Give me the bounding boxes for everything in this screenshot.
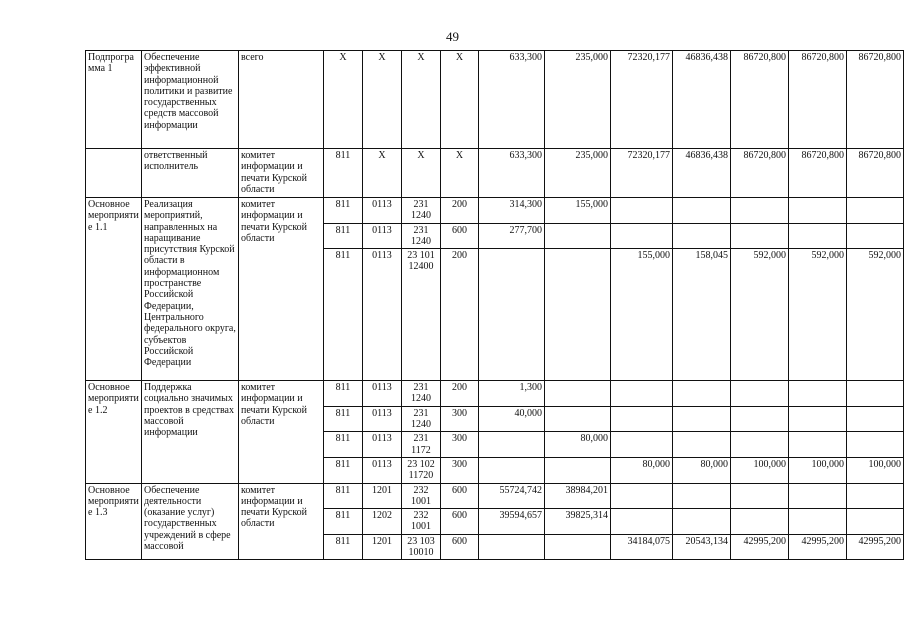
csr-cell: 231 1240 [402,223,441,249]
value-cell [847,198,904,224]
value-cell: 40,000 [479,406,545,432]
grbs-cell: 811 [324,483,363,509]
value-cell: 39825,314 [545,509,611,535]
value-cell [789,483,847,509]
table-row [86,198,904,224]
grbs-cell: 811 [324,509,363,535]
value-cell [545,534,611,560]
executor-cell: комитет информации и печати Курской области [239,198,324,381]
value-cell [847,406,904,432]
value-cell [789,223,847,249]
value-cell [731,483,789,509]
vr-cell: Х [441,149,479,198]
csr-cell: 232 1001 [402,509,441,535]
vr-cell: 200 [441,381,479,407]
grbs-cell: 811 [324,432,363,458]
executor-cell: комитет информации и печати Курской области [239,149,324,198]
csr-cell: 23 103 10010 [402,534,441,560]
grbs-cell: 811 [324,249,363,381]
measure-label: Основное мероприятие 1.3 [86,483,142,560]
value-cell [611,432,673,458]
grbs-cell: 811 [324,149,363,198]
rzpr-cell: 0113 [363,457,402,483]
value-cell [545,406,611,432]
value-cell [847,509,904,535]
value-cell: 100,000 [847,457,904,483]
grbs-cell: 811 [324,406,363,432]
value-cell: 80,000 [673,457,731,483]
rzpr-cell: 1201 [363,534,402,560]
executor-cell: всего [239,51,324,149]
value-cell [611,223,673,249]
rzpr-cell: 0113 [363,223,402,249]
value-cell: 86720,800 [847,51,904,149]
vr-cell: Х [441,51,479,149]
grbs-cell: 811 [324,381,363,407]
page-number: 49 [446,29,459,44]
value-cell [731,223,789,249]
csr-cell: 231 1240 [402,406,441,432]
value-cell [545,249,611,381]
rzpr-cell: 1202 [363,509,402,535]
value-cell: 155,000 [545,198,611,224]
value-cell [731,432,789,458]
csr-cell: 232 1001 [402,483,441,509]
value-cell [731,198,789,224]
value-cell: 100,000 [789,457,847,483]
value-cell: 72320,177 [611,51,673,149]
vr-cell: 200 [441,198,479,224]
value-cell [611,198,673,224]
value-cell: 80,000 [545,432,611,458]
value-cell: 314,300 [479,198,545,224]
grbs-cell: 811 [324,223,363,249]
executor-cell: комитет информации и печати Курской области [239,483,324,560]
vr-cell: 600 [441,223,479,249]
value-cell: 34184,075 [611,534,673,560]
value-cell: 42995,200 [789,534,847,560]
csr-cell: 231 1240 [402,381,441,407]
value-cell [545,457,611,483]
value-cell: 235,000 [545,149,611,198]
value-cell: 42995,200 [847,534,904,560]
vr-cell: 300 [441,432,479,458]
value-cell [847,381,904,407]
rzpr-cell: 0113 [363,249,402,381]
value-cell: 46836,438 [673,51,731,149]
value-cell [731,406,789,432]
vr-cell: 600 [441,483,479,509]
rzpr-cell: 0113 [363,198,402,224]
value-cell [731,381,789,407]
value-cell [479,432,545,458]
value-cell [789,381,847,407]
value-cell: 72320,177 [611,149,673,198]
measure-label: Основное мероприятие 1.2 [86,381,142,483]
grbs-cell: 811 [324,198,363,224]
value-cell: 592,000 [789,249,847,381]
value-cell [789,198,847,224]
program-label: Подпрограмма 1 [86,51,142,149]
value-cell: 86720,800 [731,149,789,198]
value-cell [611,509,673,535]
empty-cell [86,149,142,198]
table-row [86,381,904,407]
value-cell [673,381,731,407]
value-cell: 155,000 [611,249,673,381]
value-cell [789,406,847,432]
value-cell [479,249,545,381]
value-cell: 86720,800 [731,51,789,149]
vr-cell: 300 [441,457,479,483]
csr-cell: Х [402,149,441,198]
value-cell [673,406,731,432]
value-cell [731,509,789,535]
value-cell: 277,700 [479,223,545,249]
value-cell: 86720,800 [847,149,904,198]
value-cell [847,483,904,509]
value-cell: 633,300 [479,149,545,198]
value-cell [673,509,731,535]
value-cell [479,534,545,560]
measure-title: Обеспечение деятельности (оказание услуг) государственных учреждений в сфере массовой [142,483,239,560]
value-cell [673,432,731,458]
value-cell: 39594,657 [479,509,545,535]
rzpr-cell: Х [363,51,402,149]
value-cell [673,483,731,509]
table-row [86,149,904,198]
value-cell [847,432,904,458]
value-cell [847,223,904,249]
value-cell: 1,300 [479,381,545,407]
program-title: Обеспечение эффективной информационной политики и развитие государственных средств массовой информации [142,51,239,149]
csr-cell: Х [402,51,441,149]
value-cell: 20543,134 [673,534,731,560]
value-cell [789,509,847,535]
value-cell: 46836,438 [673,149,731,198]
value-cell: 38984,201 [545,483,611,509]
grbs-cell: Х [324,51,363,149]
value-cell: 86720,800 [789,51,847,149]
csr-cell: 231 1172 [402,432,441,458]
value-cell [611,381,673,407]
value-cell: 592,000 [847,249,904,381]
value-cell: 592,000 [731,249,789,381]
vr-cell: 300 [441,406,479,432]
value-cell [673,198,731,224]
value-cell [789,432,847,458]
measure-title: Реализация мероприятий, направленных на наращивание присутствия Курской области в информационном пространстве Российской Федерации, Центрального федерального округа, субъектов Российской Федерации [142,198,239,381]
value-cell: 235,000 [545,51,611,149]
csr-cell: 23 101 12400 [402,249,441,381]
value-cell: 633,300 [479,51,545,149]
rzpr-cell: 0113 [363,381,402,407]
value-cell [673,223,731,249]
value-cell [611,406,673,432]
value-cell [479,457,545,483]
value-cell: 55724,742 [479,483,545,509]
grbs-cell: 811 [324,457,363,483]
vr-cell: 600 [441,534,479,560]
rzpr-cell: 1201 [363,483,402,509]
executor-cell: комитет информации и печати Курской области [239,381,324,483]
value-cell [545,381,611,407]
csr-cell: 231 1240 [402,198,441,224]
value-cell: 42995,200 [731,534,789,560]
value-cell: 158,045 [673,249,731,381]
value-cell: 80,000 [611,457,673,483]
measure-label: Основное мероприятие 1.1 [86,198,142,381]
rzpr-cell: Х [363,149,402,198]
value-cell: 100,000 [731,457,789,483]
responsible-label: ответственный исполнитель [142,149,239,198]
rzpr-cell: 0113 [363,406,402,432]
table-row [86,51,904,149]
vr-cell: 600 [441,509,479,535]
budget-table [85,50,904,560]
grbs-cell: 811 [324,534,363,560]
value-cell: 86720,800 [789,149,847,198]
measure-title: Поддержка социально значимых проектов в средствах массовой информации [142,381,239,483]
vr-cell: 200 [441,249,479,381]
csr-cell: 23 102 11720 [402,457,441,483]
value-cell [611,483,673,509]
value-cell [545,223,611,249]
rzpr-cell: 0113 [363,432,402,458]
table-row [86,483,904,509]
